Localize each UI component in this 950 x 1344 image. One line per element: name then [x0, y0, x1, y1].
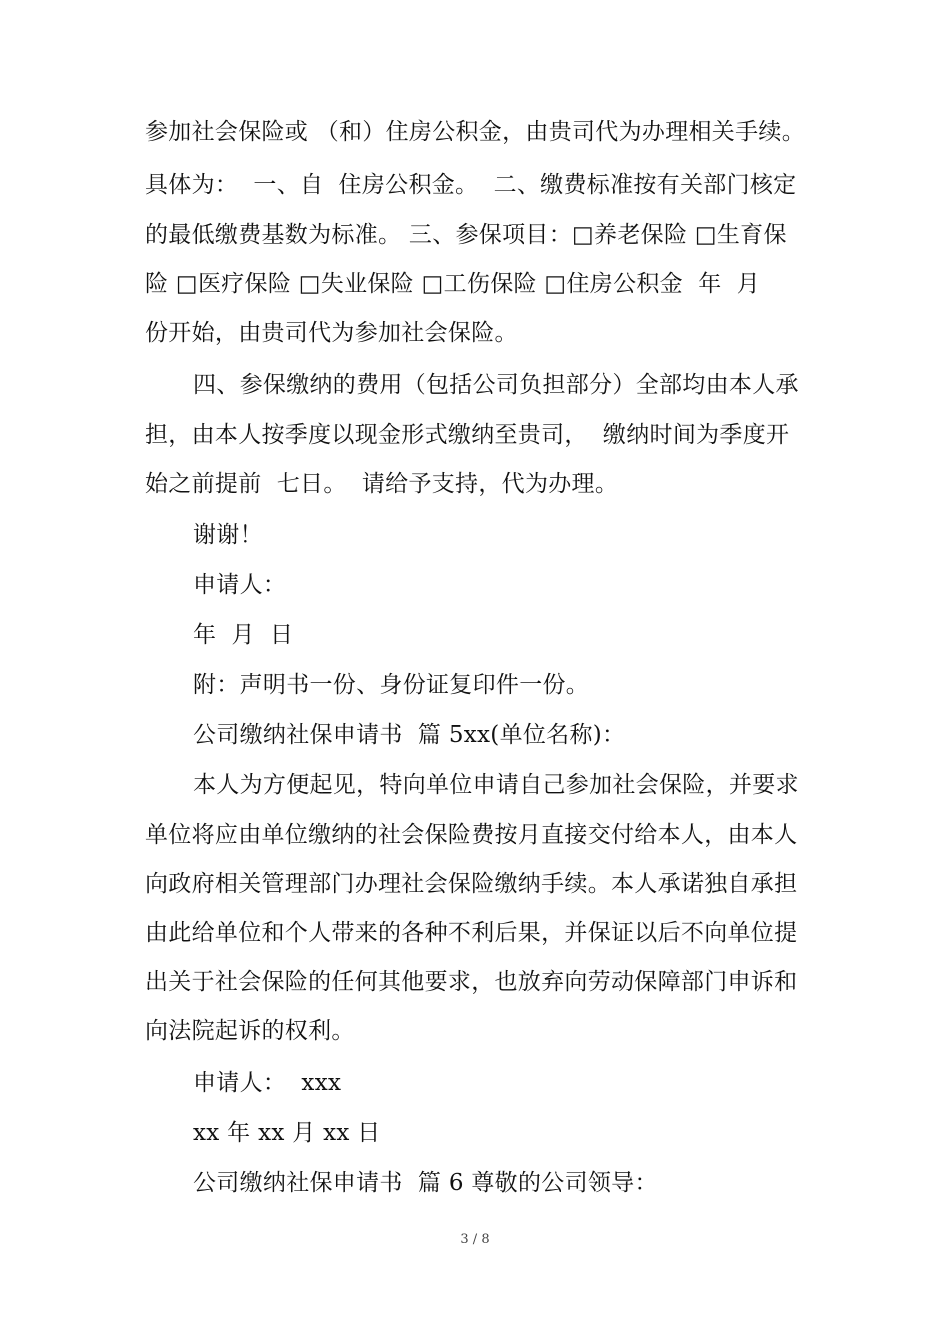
body-line: 向政府相关管理部门办理社会保险缴纳手续。本人承诺独自承担 — [145, 871, 798, 897]
body-line: 出关于社会保险的任何其他要求，也放弃向劳动保障部门申诉和 — [145, 969, 798, 995]
body-line: 本人为方便起见，特向单位申请自己参加社会保险，并要求 — [193, 772, 799, 798]
body-line: 担，由本人按季度以现金形式缴纳至贵司， 缴纳时间为季度开 — [145, 422, 790, 448]
section-heading: 公司缴纳社保申请书 篇 6 尊敬的公司领导： — [193, 1170, 658, 1196]
body-line: 参加社会保险或 （和）住房公积金，由贵司代为办理相关手续。 — [145, 119, 806, 145]
section-heading: 公司缴纳社保申请书 篇 5xx(单位名称)： — [193, 722, 626, 748]
body-line: 四、参保缴纳的费用（包括公司负担部分）全部均由本人承 — [193, 372, 799, 398]
closing-thanks: 谢谢！ — [193, 522, 263, 548]
date-line: xx 年 xx 月 xx 日 — [193, 1120, 381, 1146]
applicant-label: 申请人： xxx — [193, 1070, 342, 1096]
body-line: 始之前提前 七日。 请给予支持，代为办理。 — [145, 471, 619, 497]
body-line: 单位将应由单位缴纳的社会保险费按月直接交付给本人，由本人 — [145, 822, 798, 848]
body-line: 的最低缴费基数为标准。 三、参保项目：□养老保险 □生育保 — [145, 222, 787, 248]
date-line: 年 月 日 — [193, 622, 294, 648]
body-line: 向法院起诉的权利。 — [145, 1018, 355, 1044]
body-line: 由此给单位和个人带来的各种不利后果，并保证以后不向单位提 — [145, 920, 798, 946]
body-line: 具体为： 一、自 住房公积金。 二、缴费标准按有关部门核定 — [145, 172, 797, 198]
attachment-note: 附：声明书一份、身份证复印件一份。 — [193, 672, 590, 698]
applicant-label: 申请人： — [193, 572, 287, 598]
body-line: 份开始，由贵司代为参加社会保险。 — [145, 320, 518, 346]
body-line: 险 □医疗保险 □失业保险 □工伤保险 □住房公积金 年 月 — [145, 271, 761, 297]
page-number: 3 / 8 — [460, 1232, 490, 1247]
